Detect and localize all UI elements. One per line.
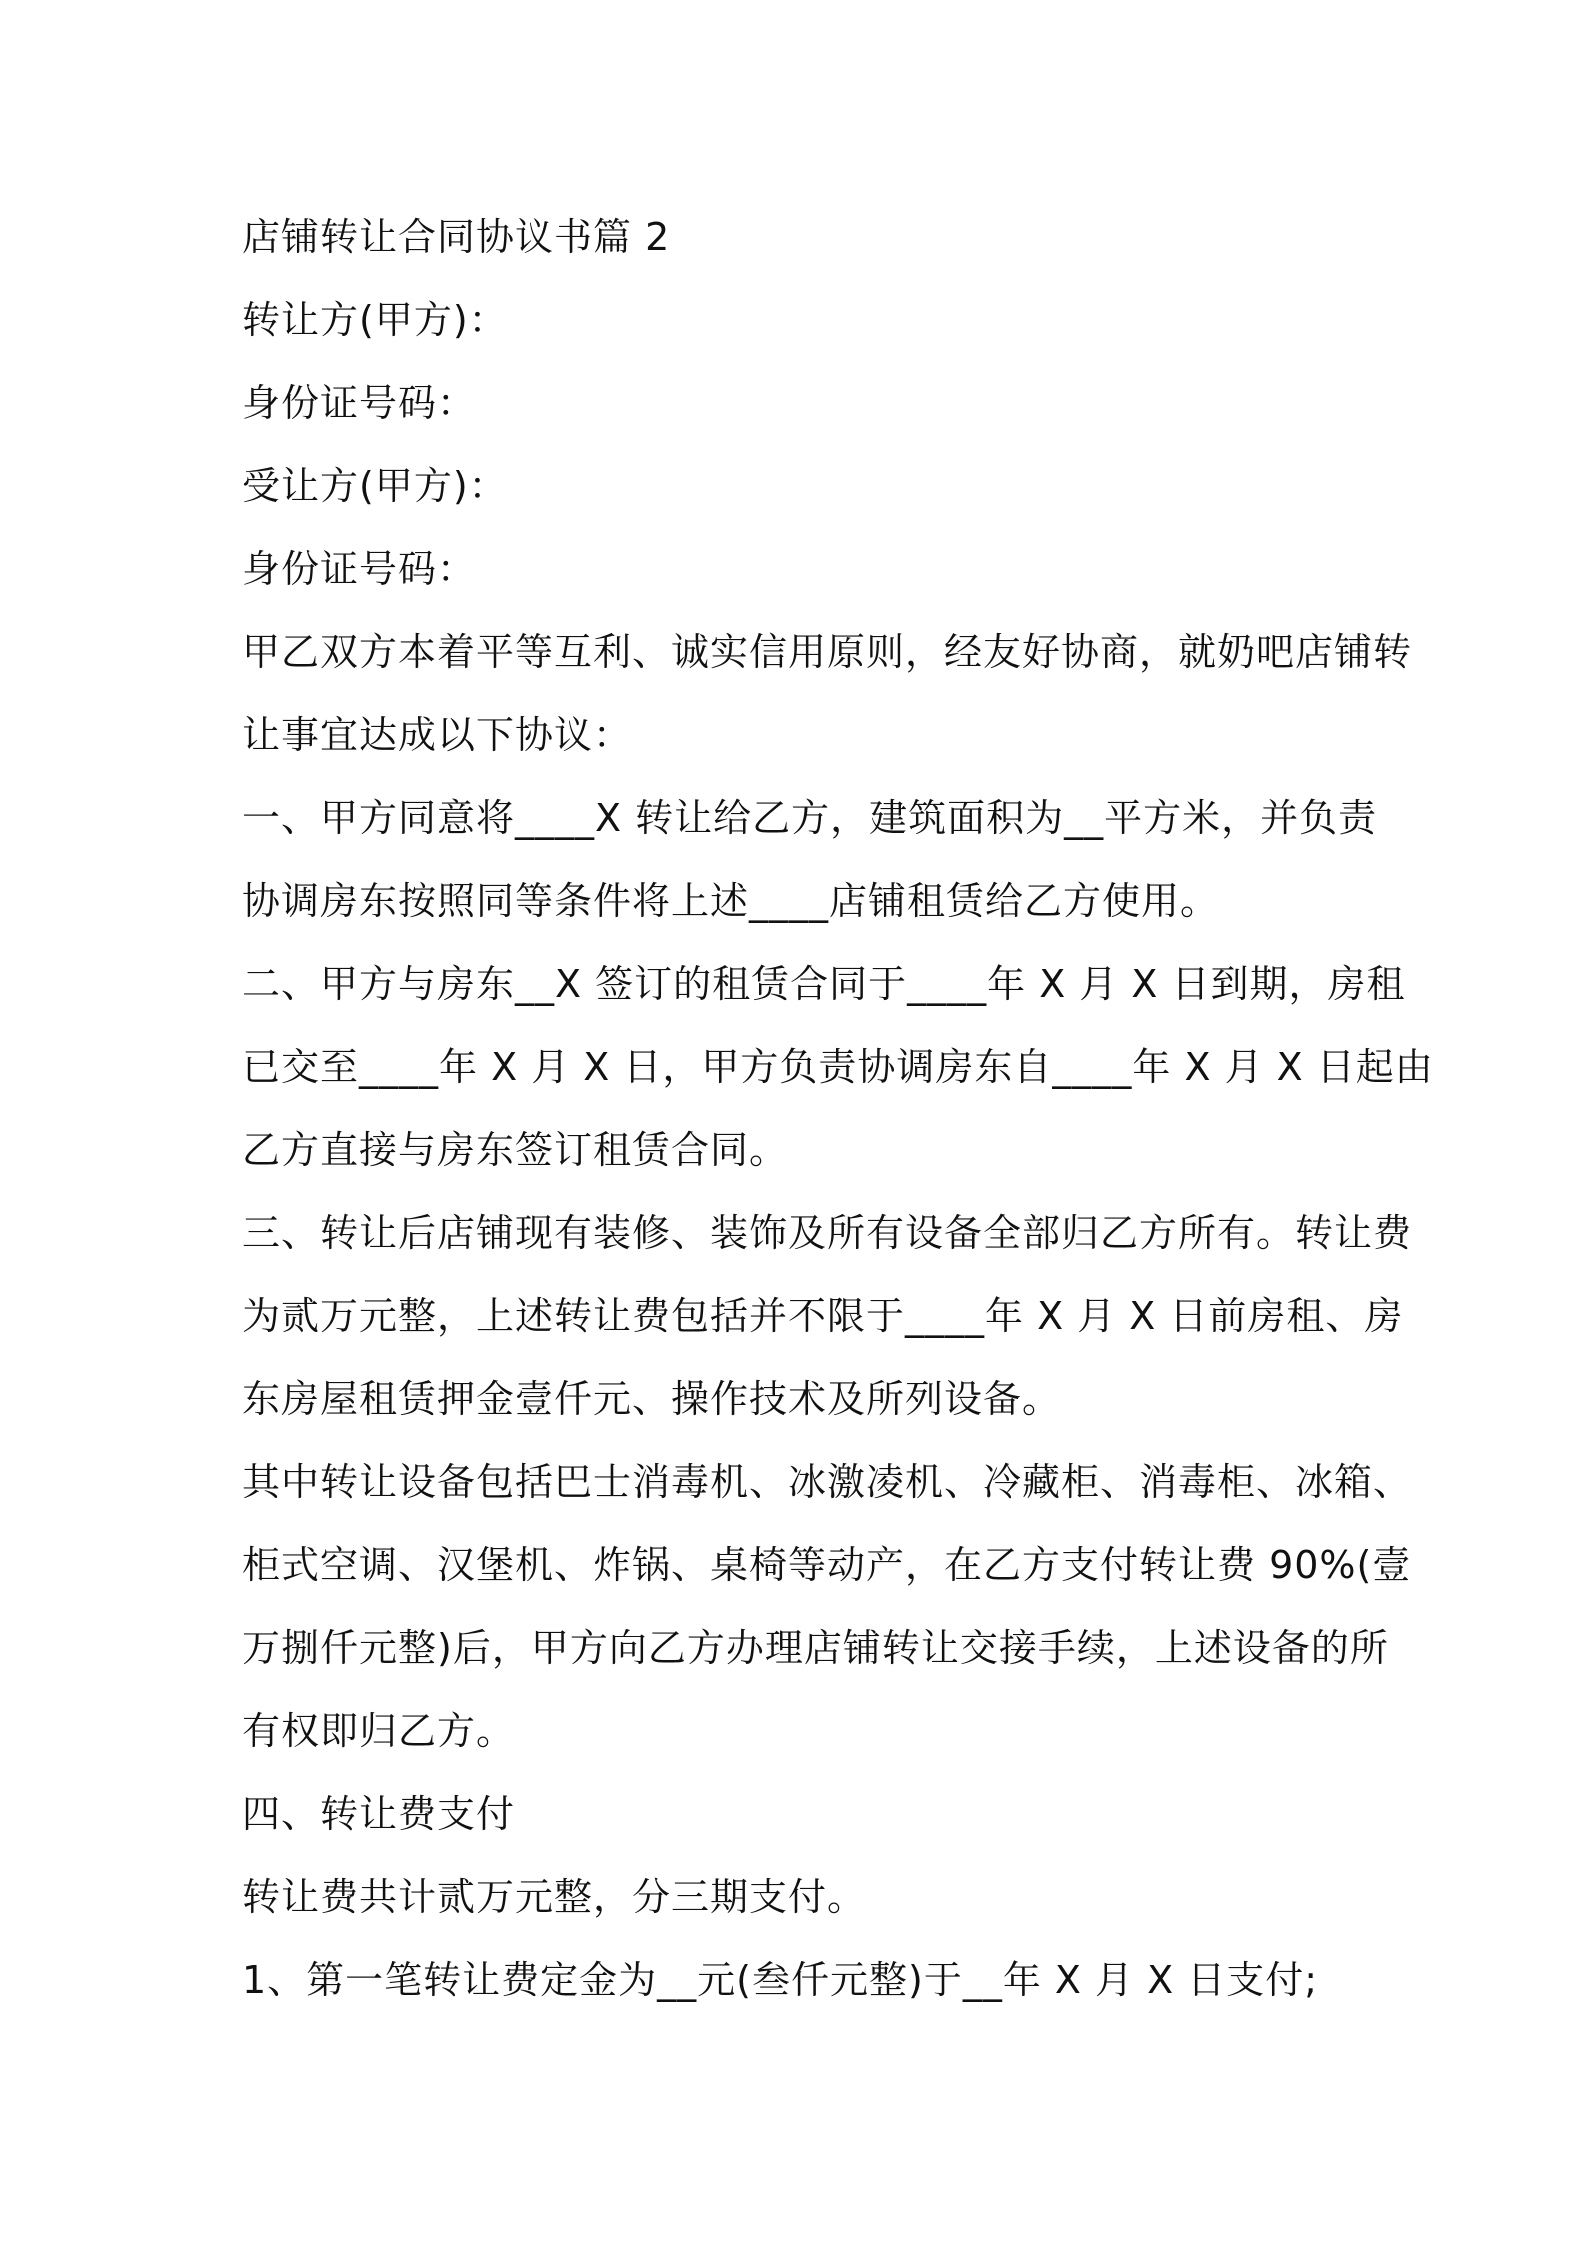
clause-2-line: 已交至____年 X 月 X 日，甲方负责协调房东自____年 X 月 X 日起由 bbox=[242, 1045, 1434, 1089]
document-body bbox=[242, 196, 1434, 2022]
preamble-line: 让事宜达成以下协议： bbox=[242, 713, 633, 757]
clause-3-line: 三、转让后店铺现有装修、装饰及所有设备全部归乙方所有。转让费 bbox=[242, 1211, 1413, 1255]
transferor-label: 转让方(甲方)： bbox=[242, 298, 508, 342]
document-title: 店铺转让合同协议书篇 2 bbox=[242, 215, 671, 259]
equipment-line: 其中转让设备包括巴士消毒机、冰激凌机、冷藏柜、消毒柜、冰箱、 bbox=[242, 1460, 1413, 1504]
clause-2-line: 二、甲方与房东__X 签订的租赁合同于____年 X 月 X 日到期，房租 bbox=[242, 962, 1406, 1006]
payment-summary: 转让费共计贰万元整，分三期支付。 bbox=[242, 1875, 867, 1919]
preamble-line: 甲乙双方本着平等互利、诚实信用原则，经友好协商，就奶吧店铺转 bbox=[242, 630, 1413, 674]
transferee-label: 受让方(甲方)： bbox=[242, 464, 508, 508]
equipment-line: 柜式空调、汉堡机、炸锅、桌椅等动产，在乙方支付转让费 90%(壹 bbox=[242, 1543, 1412, 1587]
clause-1-line: 协调房东按照同等条件将上述____店铺租赁给乙方使用。 bbox=[242, 879, 1220, 923]
clause-4-heading: 四、转让费支付 bbox=[242, 1792, 516, 1836]
clause-3-line: 东房屋租赁押金壹仟元、操作技术及所列设备。 bbox=[242, 1377, 1062, 1421]
payment-item-1: 1、第一笔转让费定金为__元(叁仟元整)于__年 X 月 X 日支付; bbox=[242, 1958, 1319, 2002]
clause-3-line: 为贰万元整，上述转让费包括并不限于____年 X 月 X 日前房租、房 bbox=[242, 1294, 1404, 1338]
clause-2-line: 乙方直接与房东签订租赁合同。 bbox=[242, 1128, 789, 1172]
equipment-line: 有权即归乙方。 bbox=[242, 1709, 516, 1753]
transferee-id-label: 身份证号码： bbox=[242, 547, 477, 591]
clause-1-line: 一、甲方同意将____X 转让给乙方，建筑面积为__平方米，并负责 bbox=[242, 796, 1378, 840]
equipment-line: 万捌仟元整)后，甲方向乙方办理店铺转让交接手续，上述设备的所 bbox=[242, 1626, 1389, 1670]
transferor-id-label: 身份证号码： bbox=[242, 381, 477, 425]
